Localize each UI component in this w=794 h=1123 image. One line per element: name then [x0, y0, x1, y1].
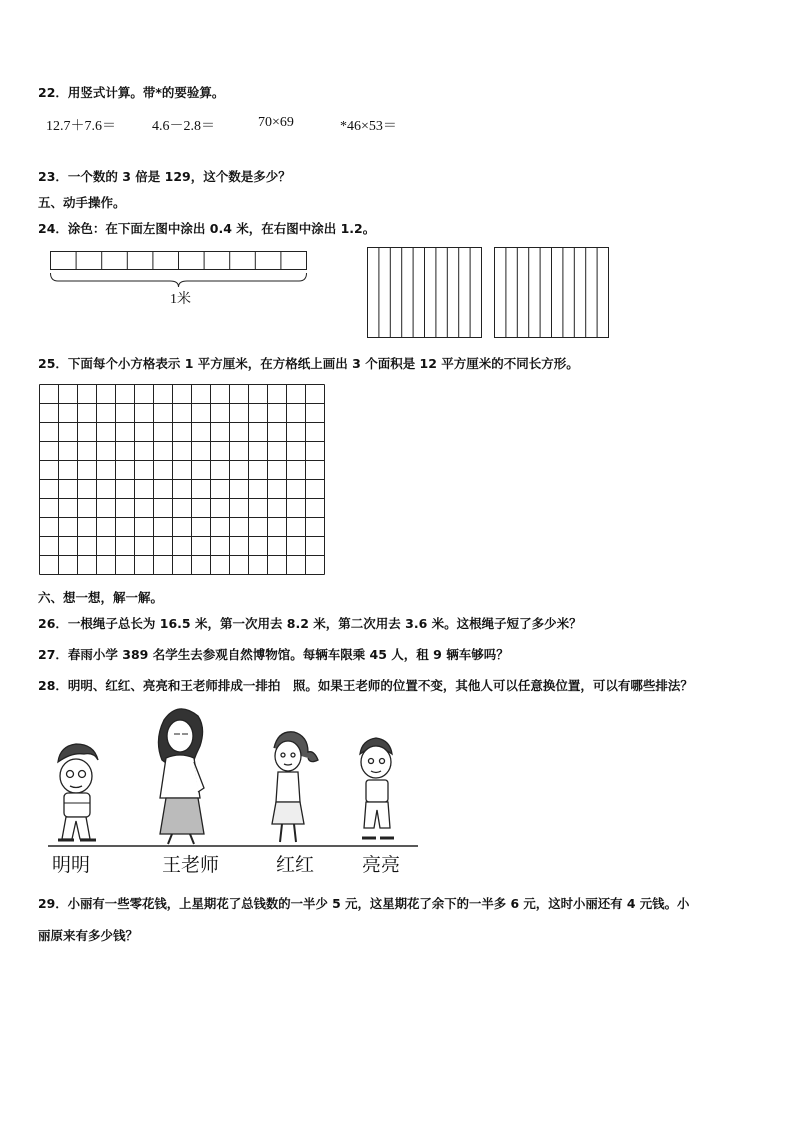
q22-text: 22．用竖式计算。带*的要验算。 [38, 85, 225, 100]
section6-heading: 六、想一想，解一解。 [38, 590, 164, 605]
figure-teacher-wang [158, 709, 204, 844]
q24-text: 24．涂色：在下面左图中涂出 0.4 米，在右图中涂出 1.2。 [38, 221, 376, 236]
q27-text: 27．春雨小学 389 名学生去参观自然博物馆。每辆车限乘 45 人，租 9 辆车够吗？ [38, 647, 509, 662]
q22-item-2: 4.6－2.8＝ [152, 119, 215, 134]
q29-line1: 29．小丽有一些零花钱，上星期花了总钱数的一半少 5 元，这星期花了余下的一半多 6 元，这时小丽还有 4 元钱。小 [38, 896, 690, 911]
section5-heading: 五、动手操作。 [38, 195, 126, 210]
q22-item-3: 70×69 [258, 115, 294, 130]
q25-text: 25．下面每个小方格表示 1 平方厘米，在方格纸上画出 3 个面积是 12 平方厘米的不同长方形。 [38, 356, 579, 371]
q22-item-4: *46×53＝ [340, 119, 397, 134]
ruler-dividers [76, 252, 281, 270]
figure-honghong [272, 732, 318, 842]
q22-item-1: 12.7＋7.6＝ [46, 119, 116, 134]
meter-ruler [50, 251, 310, 311]
q23-text: 23．一个数的 3 倍是 129，这个数是多少？ [38, 169, 291, 184]
name-liangliang: 亮亮 [362, 854, 401, 876]
strip-box-left [367, 247, 483, 339]
figure-liangliang [360, 738, 394, 838]
name-honghong: 红红 [276, 854, 315, 876]
ruler-label: 1米 [170, 292, 191, 307]
square-grid [39, 384, 329, 579]
q29-line2: 丽原来有多少钱？ [38, 928, 139, 943]
strip-box-right [494, 247, 610, 339]
name-mingming: 明明 [52, 854, 91, 876]
name-teacher-wang: 王老师 [162, 854, 220, 876]
ruler-brace [51, 273, 307, 287]
q26-text: 26．一根绳子总长为 16.5 米，第一次用去 8.2 米，第二次用去 3.6 米。这根绳子短了多少米？ [38, 616, 582, 631]
q28-text: 28．明明、红红、亮亮和王老师排成一排拍 照。如果王老师的位置不变，其他人可以任意换位置，可以有哪些排法？ [38, 678, 693, 693]
q28-illustration [40, 700, 420, 850]
figure-mingming [58, 744, 98, 840]
